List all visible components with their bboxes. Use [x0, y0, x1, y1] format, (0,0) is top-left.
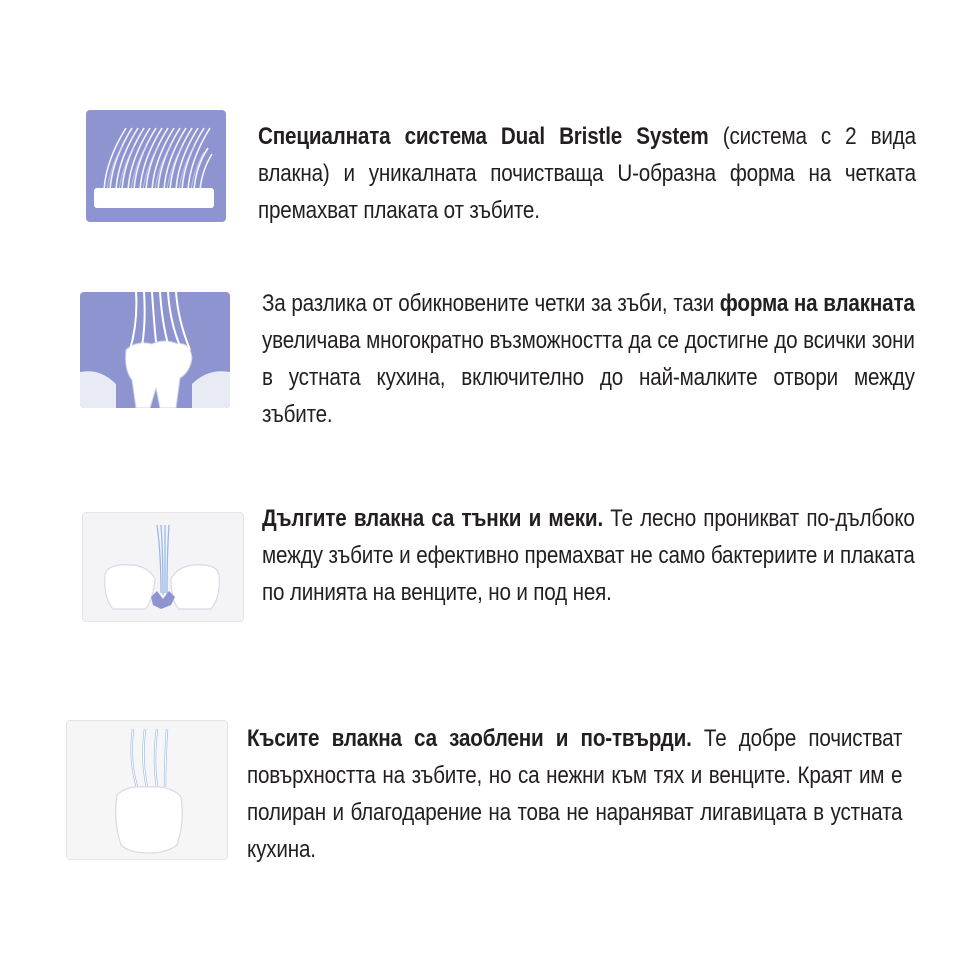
- feature-text-3: [262, 500, 915, 611]
- feature-text-2: [262, 285, 915, 433]
- bristles-between-teeth-icon: [80, 292, 230, 408]
- short-bristles-illustration: [67, 721, 227, 859]
- feature-bold-1: Специалната система Dual Bristle System: [258, 123, 709, 150]
- feature-text-1: [258, 118, 916, 229]
- long-bristles-illustration: [83, 513, 243, 621]
- feature-body-1: (система с 2 вида влакна) и уникалната почистваща U-образна форма на четката премахват плаката от зъбите.: [258, 123, 916, 224]
- bristle-system-illustration: [86, 110, 226, 222]
- bristle-system-icon: [86, 110, 226, 222]
- long-bristles-icon: [82, 512, 244, 622]
- feature-pre-2: За разлика от обикновените четки за зъби, тази: [262, 290, 720, 317]
- feature-bold-2: форма на влакната: [719, 290, 915, 317]
- feature-body-2: увеличава многократно възможността да се достигне до всички зони в устната кухина, включително до най-малките отвори между зъбите.: [262, 327, 915, 428]
- feature-body-4: Те добре почистват повърхността на зъбите, но са нежни към тях и венците. Краят им е полиран и благодарение на това не нараняват лигавицата в устната кухина.: [247, 725, 903, 863]
- teeth-bristles-illustration: [80, 292, 230, 408]
- feature-text-4: [247, 720, 902, 868]
- feature-bold-4: Късите влакна са заоблени и по-твърди.: [247, 725, 692, 752]
- feature-bold-3: Дългите влакна са тънки и меки.: [262, 505, 604, 532]
- short-bristles-icon: [66, 720, 228, 860]
- feature-body-3: Те лесно проникват по-дълбоко между зъбите и ефективно премахват не само бактериите и плаката по линията на венците, но и под нея.: [262, 505, 915, 606]
